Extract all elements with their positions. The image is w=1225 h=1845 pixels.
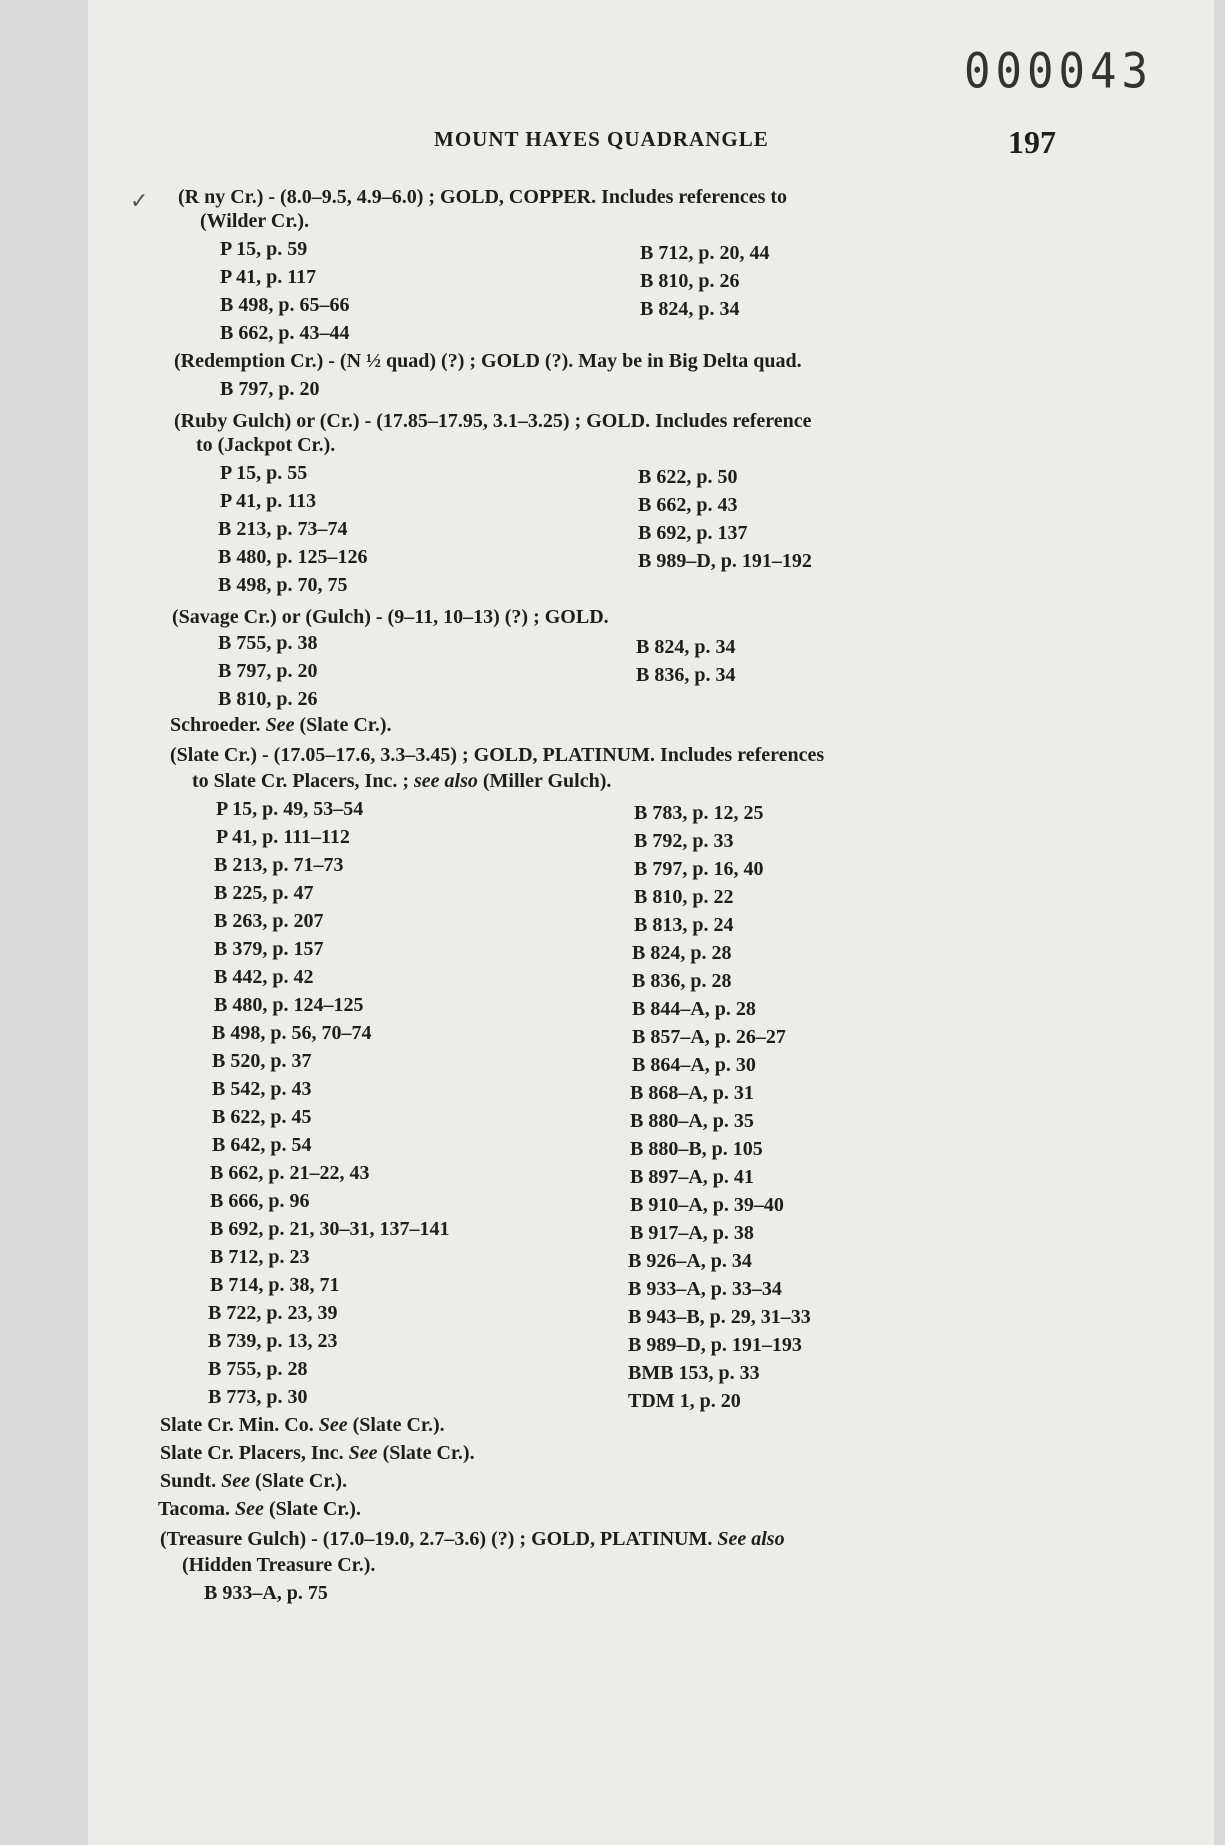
reference-item: B 897–A, p. 41	[630, 1166, 754, 1188]
reference-item: B 755, p. 28	[208, 1358, 308, 1380]
cross-reference-target: (Slate Cr.).	[255, 1470, 348, 1492]
reference-item: B 692, p. 21, 30–31, 137–141	[210, 1218, 450, 1240]
reference-item: B 498, p. 56, 70–74	[212, 1022, 372, 1044]
reference-item: B 520, p. 37	[212, 1050, 312, 1072]
page-header-title: MOUNT HAYES QUADRANGLE	[434, 127, 769, 151]
reference-item: B 933–A, p. 75	[204, 1582, 328, 1604]
reference-item: B 213, p. 73–74	[218, 518, 348, 540]
cross-reference-target: (Slate Cr.).	[352, 1414, 445, 1436]
reference-item: B 910–A, p. 39–40	[630, 1194, 784, 1216]
reference-item: B 810, p. 26	[218, 688, 318, 710]
reference-item: B 797, p. 20	[220, 378, 320, 400]
reference-item: B 622, p. 45	[212, 1106, 312, 1128]
reference-item: BMB 153, p. 33	[628, 1362, 760, 1384]
reference-item: B 926–A, p. 34	[628, 1250, 752, 1272]
page-number: 197	[1008, 124, 1056, 160]
entry-heading-slate-creek: (Slate Cr.) - (17.05–17.6, 3.3–3.45) ; GOLD, PLATINUM. Includes references	[170, 744, 825, 766]
reference-item: P 15, p. 55	[220, 462, 308, 484]
cross-reference-name: Schroeder.	[170, 714, 261, 736]
reference-item: B 824, p. 28	[632, 942, 732, 964]
reference-item: B 933–A, p. 33–34	[628, 1278, 782, 1300]
reference-item: B 263, p. 207	[214, 910, 324, 932]
reference-item: B 836, p. 34	[636, 664, 736, 686]
reference-item: P 15, p. 59	[220, 238, 308, 260]
entry-continuation-text: to Slate Cr. Placers, Inc. ;	[192, 770, 409, 792]
reference-item: B 692, p. 137	[638, 522, 748, 544]
reference-item: P 41, p. 117	[220, 266, 317, 288]
reference-item: B 857–A, p. 26–27	[632, 1026, 786, 1048]
entry-heading-redemption-creek: (Redemption Cr.) - (N ½ quad) (?) ; GOLD (?). May be in Big Delta quad.	[174, 350, 802, 372]
cross-reference-name: Tacoma.	[158, 1498, 231, 1520]
reference-item: B 880–B, p. 105	[630, 1138, 763, 1160]
reference-item: B 542, p. 43	[212, 1078, 312, 1100]
reference-item: B 797, p. 16, 40	[634, 858, 764, 880]
entry-heading-text: (Treasure Gulch) - (17.0–19.0, 2.7–3.6) (?) ; GOLD, PLATINUM.	[160, 1528, 713, 1550]
see-keyword: See	[265, 714, 295, 736]
cross-reference-name: Slate Cr. Placers, Inc.	[160, 1442, 344, 1464]
cross-reference-target: (Slate Cr.).	[382, 1442, 475, 1464]
reference-item: B 917–A, p. 38	[630, 1222, 754, 1244]
reference-item: B 662, p. 43	[638, 494, 738, 516]
reference-item: B 810, p. 22	[634, 886, 734, 908]
see-keyword: See	[235, 1498, 264, 1520]
reference-item: B 868–A, p. 31	[630, 1082, 754, 1104]
reference-item: B 797, p. 20	[218, 660, 318, 682]
reference-item: B 836, p. 28	[632, 970, 732, 992]
entry-continuation	[192, 770, 611, 793]
cross-reference-name: Sundt.	[160, 1470, 217, 1492]
reference-item: B 810, p. 26	[640, 270, 740, 292]
reference-item: B 773, p. 30	[208, 1386, 308, 1408]
entry-continuation: (Wilder Cr.).	[200, 210, 310, 232]
cross-reference-slate-creek-mining	[160, 1414, 445, 1437]
reference-item: B 792, p. 33	[634, 830, 734, 852]
reference-item: B 864–A, p. 30	[632, 1054, 756, 1076]
cross-reference-schroeder	[170, 714, 391, 737]
reference-item: B 498, p. 65–66	[220, 294, 350, 316]
reference-item: B 989–D, p. 191–193	[628, 1334, 802, 1356]
reference-item: P 41, p. 111–112	[216, 826, 350, 848]
reference-item: B 755, p. 38	[218, 632, 318, 654]
reference-item: B 712, p. 23	[210, 1246, 310, 1268]
entry-heading-ruby-gulch: (Ruby Gulch) or (Cr.) - (17.85–17.95, 3.1–3.25) ; GOLD. Includes reference	[174, 410, 812, 432]
reference-item: B 662, p. 43–44	[220, 322, 350, 344]
see-keyword: See	[348, 1442, 378, 1464]
reference-item: B 824, p. 34	[636, 636, 736, 658]
reference-item: B 989–D, p. 191–192	[638, 550, 812, 572]
reference-item: B 666, p. 96	[210, 1190, 310, 1212]
reference-item: B 722, p. 23, 39	[208, 1302, 338, 1324]
cross-reference-target: (Slate Cr.).	[299, 714, 392, 736]
reference-item: TDM 1, p. 20	[628, 1390, 741, 1412]
reference-item: B 498, p. 70, 75	[218, 574, 348, 596]
reference-item: B 813, p. 24	[634, 914, 734, 936]
reference-item: B 712, p. 20, 44	[640, 242, 770, 264]
reference-item: B 880–A, p. 35	[630, 1110, 754, 1132]
cross-reference-tacoma	[158, 1498, 361, 1521]
reference-item: B 213, p. 71–73	[214, 854, 344, 876]
reference-item: B 379, p. 157	[214, 938, 324, 960]
reference-item: B 442, p. 42	[214, 966, 314, 988]
scan-id-stamp: 000043	[964, 43, 1153, 100]
reference-item: B 739, p. 13, 23	[208, 1330, 338, 1352]
reference-item: P 41, p. 113	[220, 490, 317, 512]
reference-item: B 225, p. 47	[214, 882, 314, 904]
reference-item: B 662, p. 21–22, 43	[210, 1162, 370, 1184]
entry-continuation: (Hidden Treasure Cr.).	[182, 1554, 376, 1576]
see-keyword: See	[221, 1470, 251, 1492]
reference-item: B 480, p. 125–126	[218, 546, 368, 568]
entry-continuation: to (Jackpot Cr.).	[196, 434, 336, 456]
reference-item: B 622, p. 50	[638, 466, 738, 488]
reference-item: B 714, p. 38, 71	[210, 1274, 340, 1296]
reference-item: B 480, p. 124–125	[214, 994, 364, 1016]
reference-item: P 15, p. 49, 53–54	[216, 798, 364, 820]
see-also-keyword: see also	[414, 770, 478, 792]
entry-continuation-text: (Miller Gulch).	[482, 770, 612, 792]
reference-item: B 943–B, p. 29, 31–33	[628, 1306, 811, 1328]
pencil-check-mark	[130, 188, 156, 196]
reference-item: B 642, p. 54	[212, 1134, 312, 1156]
reference-item: B 844–A, p. 28	[632, 998, 756, 1020]
entry-heading-treasure-gulch	[160, 1528, 785, 1551]
see-keyword: See	[318, 1414, 348, 1436]
cross-reference-sundt	[160, 1470, 347, 1493]
cross-reference-target: (Slate Cr.).	[268, 1498, 361, 1520]
cross-reference-name: Slate Cr. Min. Co.	[160, 1414, 314, 1436]
entry-heading-rainy-creek: (R ny Cr.) - (8.0–9.5, 4.9–6.0) ; GOLD, COPPER. Includes references to	[178, 186, 788, 208]
reference-item: B 783, p. 12, 25	[634, 802, 764, 824]
cross-reference-slate-creek-placers	[160, 1442, 475, 1465]
reference-item: B 824, p. 34	[640, 298, 740, 320]
entry-heading-savage-creek: (Savage Cr.) or (Gulch) - (9–11, 10–13) (?) ; GOLD.	[172, 606, 609, 628]
see-also-keyword: See also	[717, 1528, 785, 1550]
